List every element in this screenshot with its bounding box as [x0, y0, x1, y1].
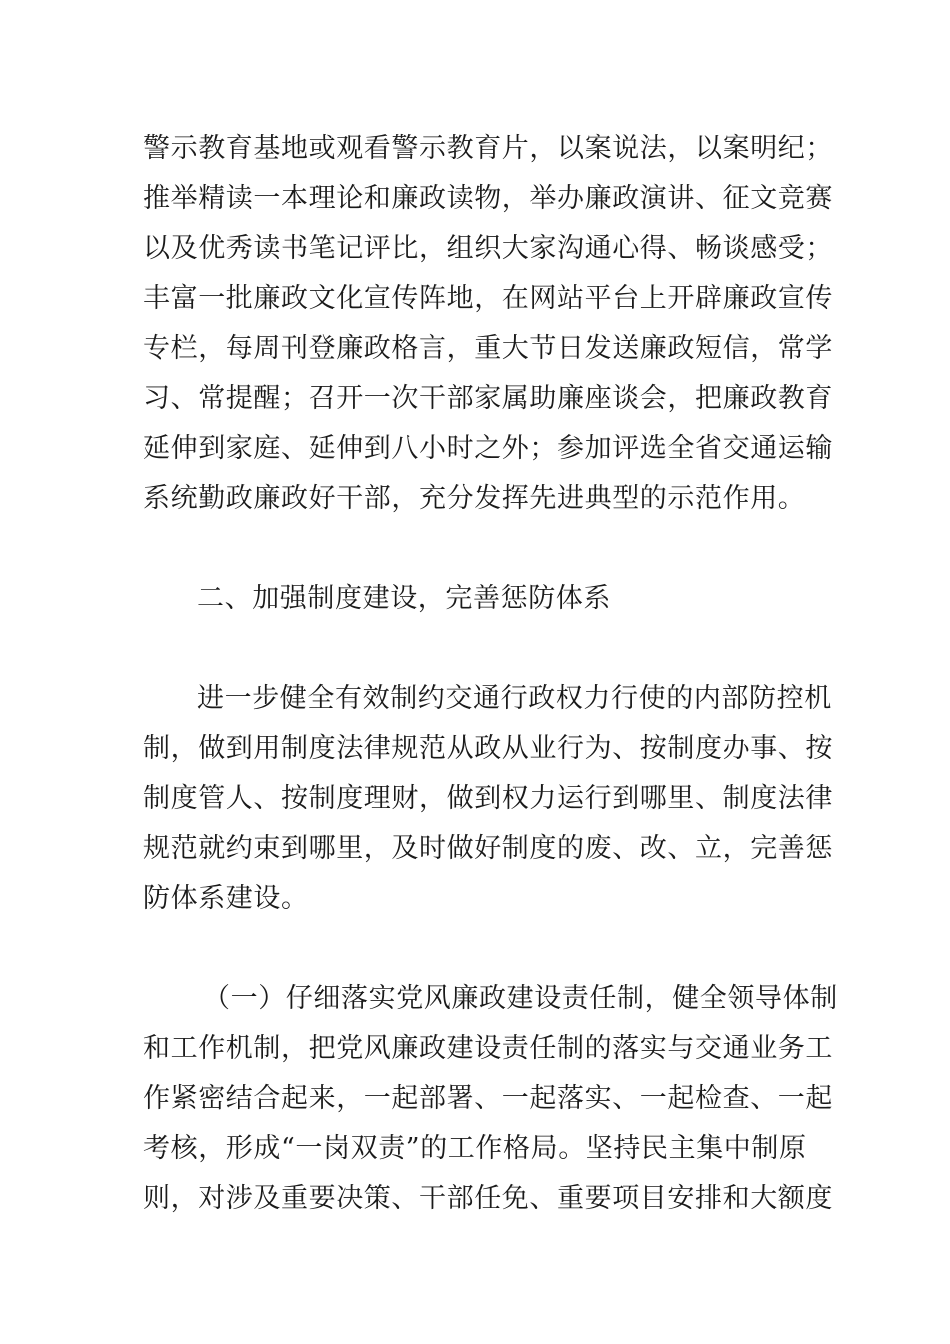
paragraph-2-line-1: 进一步健全有效制约交通行政权力行使的内部防控机 — [197, 683, 832, 714]
paragraph-2-line-4: 规范就约束到哪里，及时做好制度的废、改、立，完善惩 — [143, 833, 833, 864]
paragraph-1-line-3: 以及优秀读书笔记评比，组织大家沟通心得、畅谈感受； — [143, 233, 833, 264]
paragraph-1-line-4: 丰富一批廉政文化宣传阵地，在网站平台上开辟廉政宣传 — [143, 283, 833, 314]
paragraph-1-line-2: 推举精读一本理论和廉政读物，举办廉政演讲、征文竞赛 — [143, 183, 833, 214]
paragraph-2-line-5: 防体系建设。 — [143, 883, 309, 914]
paragraph-1-line-7: 延伸到家庭、延伸到八小时之外；参加评选全省交通运输 — [143, 433, 833, 464]
paragraph-1-line-5: 专栏，每周刊登廉政格言，重大节日发送廉政短信，常学 — [143, 333, 833, 364]
paragraph-3-line-5: 则，对涉及重要决策、干部任免、重要项目安排和大额度 — [143, 1183, 833, 1214]
paragraph-2-line-3: 制度管人、按制度理财，做到权力运行到哪里、制度法律 — [143, 783, 833, 814]
paragraph-1-line-6: 习、常提醒；召开一次干部家属助廉座谈会，把廉政教育 — [143, 383, 833, 414]
paragraph-3-line-4: 考核，形成“一岗双责”的工作格局。坚持民主集中制原 — [143, 1133, 807, 1164]
paragraph-3-line-1: （一）仔细落实党风廉政建设责任制，健全领导体制 — [203, 983, 838, 1014]
paragraph-3-line-2: 和工作机制，把党风廉政建设责任制的落实与交通业务工 — [143, 1033, 833, 1064]
paragraph-2-line-2: 制，做到用制度法律规范从政从业行为、按制度办事、按 — [143, 733, 833, 764]
paragraph-3-line-3: 作紧密结合起来，一起部署、一起落实、一起检查、一起 — [143, 1083, 833, 1114]
section-heading: 二、加强制度建设，完善惩防体系 — [197, 583, 611, 614]
paragraph-1-line-8: 系统勤政廉政好干部，充分发挥先进典型的示范作用。 — [143, 483, 806, 514]
paragraph-1-line-1: 警示教育基地或观看警示教育片，以案说法，以案明纪； — [143, 133, 833, 164]
